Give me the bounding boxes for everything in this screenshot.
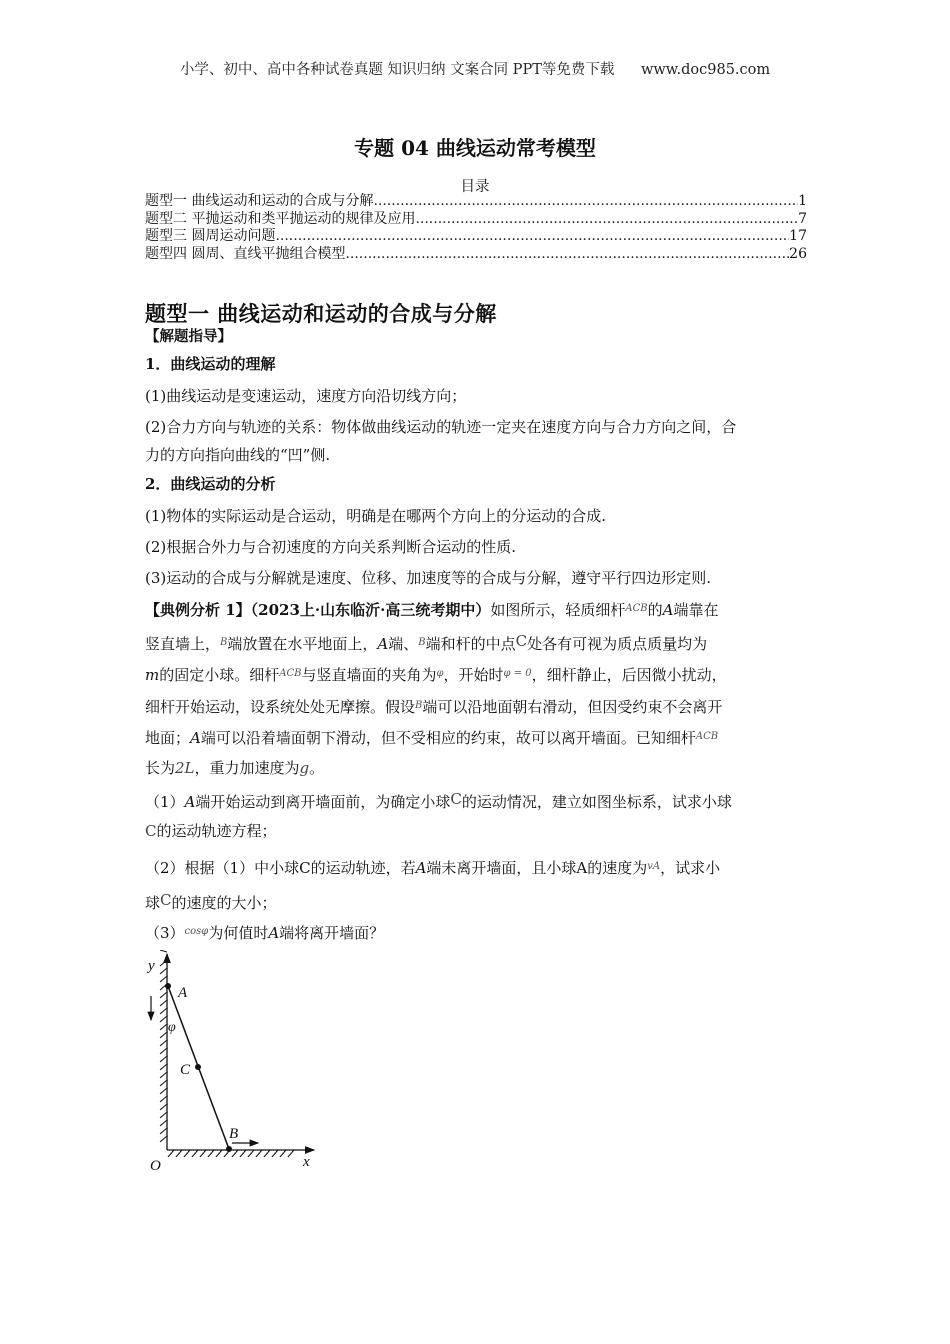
toc-entry[interactable]	[145, 246, 807, 264]
question-line	[145, 890, 815, 913]
question-line	[145, 821, 815, 841]
ball-b	[226, 1146, 232, 1152]
text: （2）根据（1）中小球C的运动轨迹，若	[145, 859, 416, 877]
text: 端将离开墙面？	[279, 924, 385, 942]
toc-leader	[373, 193, 798, 211]
math-var: 2L	[175, 759, 195, 777]
text: 端可以沿着墙面朝下滑动，但不受相应的约束，故可以离开墙面。已知细杆	[200, 729, 696, 747]
math-var: A	[268, 924, 280, 942]
math-var: g	[299, 759, 310, 777]
text: 端开始运动到离开墙面前，为确定小球	[195, 793, 451, 811]
section-heading: 题型一 曲线运动和运动的合成与分解	[145, 301, 497, 326]
text: 端可以沿地面朝右滑动，但因受约束不会离开	[422, 698, 723, 716]
example-line	[145, 664, 815, 685]
toc-entry-page: 7	[798, 210, 807, 227]
text: ，开始时	[443, 666, 504, 684]
question-line	[145, 857, 815, 878]
toc-entry-page: 1	[798, 193, 807, 209]
text: 的固定小球。细杆	[159, 666, 280, 684]
text: （1）	[145, 793, 185, 811]
math-var: C	[145, 822, 157, 840]
text: 为何值时	[208, 924, 269, 942]
rod-wall-diagram	[140, 950, 340, 1180]
label-origin: O	[150, 1158, 161, 1174]
math-var: A	[662, 601, 674, 619]
math-var: A	[415, 859, 427, 877]
text: 的运动轨迹方程；	[156, 822, 277, 840]
toc-entry-label: 题型二 平抛运动和类平抛运动的规律及应用	[145, 210, 416, 227]
toc-leader	[415, 211, 798, 229]
guide-label: 【解题指导】	[145, 328, 232, 345]
toc-entry-label: 题型三 圆周运动问题	[145, 228, 276, 244]
document-title: 专题 04 曲线运动常考模型	[354, 136, 596, 160]
math-var: C	[450, 790, 462, 808]
text: 端放置在水平地面上，	[227, 635, 378, 653]
x-label: x	[303, 1154, 310, 1170]
math-var: B	[415, 700, 423, 711]
paragraph: (2)合力方向与轨迹的关系：物体做曲线运动的轨迹一定夹在速度方向与合力方向之间，合	[145, 418, 737, 436]
math-var: ACB	[625, 603, 648, 614]
table-of-contents	[145, 193, 807, 263]
text: 端、	[388, 635, 419, 653]
header-site-link[interactable]: www.doc985.com	[640, 62, 771, 78]
text: 的运动情况，建立如图坐标系，试求小球	[461, 793, 732, 811]
question-line	[145, 922, 815, 943]
toc-entry-page: 26	[789, 245, 807, 262]
math-var: ACB	[695, 731, 719, 742]
text: 地面；	[145, 729, 191, 747]
subsection-title: 1．曲线运动的理解	[145, 355, 276, 373]
math-var: A	[190, 729, 201, 747]
toc-entry-label: 题型四 圆周、直线平抛组合模型	[145, 245, 346, 262]
math-var: C	[515, 632, 528, 650]
example-line	[145, 758, 815, 778]
math-var: m	[145, 666, 160, 684]
paragraph: 力的方向指向曲线的“凹”侧.	[145, 446, 331, 464]
wall-hatching	[160, 950, 167, 1142]
toc-entry[interactable]	[145, 211, 807, 229]
ball-c	[195, 1064, 201, 1070]
label-c: C	[180, 1062, 191, 1078]
ball-a	[165, 983, 171, 989]
text: 如图所示，轻质细杆	[490, 601, 626, 619]
text: ，试求小	[660, 859, 721, 877]
toc-entry-page: 17	[789, 228, 807, 244]
math-var: ACB	[279, 668, 302, 679]
paragraph: (1)曲线运动是变速运动，速度方向沿切线方向；	[145, 387, 467, 405]
toc-entry[interactable]	[145, 193, 807, 211]
math-var: C	[160, 891, 172, 909]
example-label: 【典例分析 1】	[145, 601, 251, 619]
toc-heading: 目录	[460, 179, 490, 195]
example-line	[145, 631, 815, 654]
math-var: A	[184, 793, 196, 811]
text: 的	[647, 601, 663, 619]
text: 端靠在	[673, 601, 719, 619]
y-label: y	[148, 958, 155, 974]
text: 细杆开始运动，设系统处处无摩擦。假设	[145, 698, 416, 716]
paragraph: (2)根据合外力与合初速度的方向关系判断合运动的性质.	[145, 538, 517, 556]
text: 端未离开墙面，且小球A的速度为	[426, 859, 648, 877]
example-line	[145, 696, 815, 717]
header-tagline: 小学、初中、高中各种试卷真题 知识归纳 文案合同 PPT等免费下载	[179, 62, 615, 78]
paragraph: (3)运动的合成与分解就是速度、位移、加速度等的合成与分解，遵守平行四边形定则.	[145, 569, 712, 587]
text: 端和杆的中点	[425, 635, 516, 653]
text: 处各有可视为质点质量均为	[527, 635, 708, 653]
text: 长为	[145, 759, 176, 777]
math-var: B	[220, 637, 228, 648]
math-var: vA	[647, 861, 661, 872]
page-header	[0, 58, 950, 79]
math-var: B	[418, 637, 426, 648]
label-a: A	[178, 985, 188, 1001]
text: （3）	[145, 924, 185, 942]
example-source: （2023上·山东临沂·高三统考期中）	[250, 601, 491, 619]
text: 。	[309, 759, 325, 777]
label-b: B	[229, 1126, 239, 1142]
math-expr: cosφ	[184, 926, 209, 937]
text: ，重力加速度为	[194, 759, 300, 777]
math-var: A	[377, 635, 389, 653]
question-line	[145, 789, 815, 812]
text: 与竖直墙面的夹角为	[301, 666, 437, 684]
toc-entry[interactable]	[145, 228, 807, 246]
math-var: φ	[436, 668, 444, 679]
physics-diagram	[140, 950, 340, 1180]
example-line	[145, 599, 815, 620]
label-phi: φ	[168, 1020, 176, 1035]
text: 球	[145, 894, 161, 912]
example-line	[145, 727, 815, 748]
math-expr: φ = 0	[503, 668, 532, 679]
toc-entry-label: 题型一 曲线运动和运动的合成与分解	[145, 193, 374, 209]
text: 竖直墙上，	[145, 635, 221, 653]
toc-leader	[275, 228, 789, 246]
subsection-title: 2．曲线运动的分析	[145, 475, 276, 493]
text: ，细杆静止，后因微小扰动，	[531, 666, 727, 684]
toc-leader	[345, 246, 789, 264]
text: 的速度的大小；	[171, 894, 277, 912]
paragraph: (1)物体的实际运动是合运动，明确是在哪两个方向上的分运动的合成.	[145, 507, 607, 525]
